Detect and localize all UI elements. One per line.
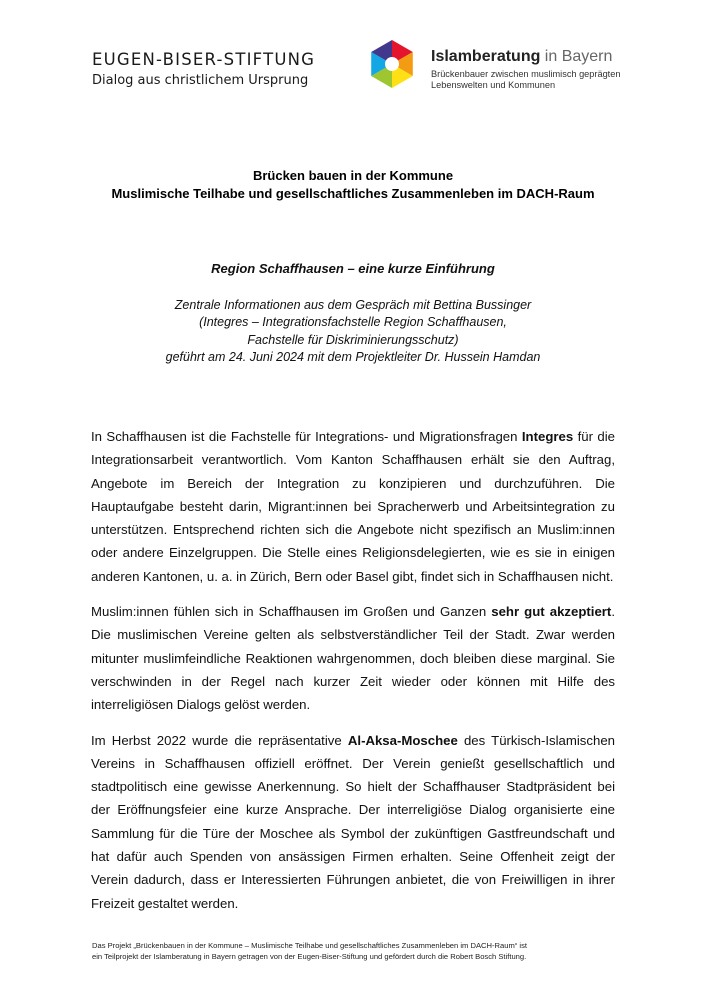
footer-note: [92, 940, 622, 962]
org-header: [92, 50, 315, 90]
body-text: [91, 425, 615, 927]
partner-sub-line2: Lebenswelten und Kommunen: [431, 80, 556, 90]
section-subtitle: Region Schaffhausen – eine kurze Einführung: [211, 261, 495, 276]
partner-name: [431, 48, 620, 66]
p1-text-a: In Schaffhausen ist die Fachstelle für Integrations- und Migrationsfragen: [91, 429, 522, 444]
document-title: [0, 167, 706, 203]
info-line4: geführt am 24. Juni 2024 mit dem Projektleiter Dr. Hussein Hamdan: [165, 349, 541, 364]
info-line2: (Integres – Integrationsfachstelle Region Schaffhausen,: [199, 315, 507, 330]
partner-text: [431, 48, 620, 91]
title-line2: Muslimische Teilhabe und gesellschaftliches Zusammenleben im DACH-Raum: [111, 186, 595, 201]
partner-logo: [369, 38, 619, 92]
p2-text-c: . Die muslimischen Vereine gelten als selbstverständlicher Teil der Stadt. Zwar werden mitunter muslimfeindliche Reaktionen wahrgenommen, doch bleiben diese marginal. Sie verschwinden in der Regel nach kurzer Zeit wieder oder können mit Hilfe des interreligiösen Dialogs gelöst werden.: [91, 604, 615, 713]
partner-name-bold: Islamberatung: [431, 48, 541, 65]
p3-text-a: Im Herbst 2022 wurde die repräsentative: [91, 732, 348, 748]
paragraph-1: [91, 425, 615, 588]
footer-line1: Das Projekt „Brückenbauen in der Kommune – Muslimische Teilhabe und gesellschaftliches Zusammenleben im DACH-Raum“ ist: [92, 941, 528, 950]
interview-info: [0, 297, 706, 366]
p2-emphasis: sehr gut akzeptiert: [491, 604, 612, 620]
org-name: EUGEN-BISER-STIFTUNG: [92, 50, 316, 69]
p1-text-c: für die Integrationsarbeit verantwortlich. Vom Kanton Schaffhausen erhält sie den Auftrag, Angebote im Bereich der Integration zu konzipieren und durchzuführen. Die Hauptaufgabe besteht darin, Migrant:innen bei Spracherwerb und Arbeitsintegration zu unterstützen. Entsprechend richten sich die Angebote nicht spezifisch an Muslim:innen oder andere Einzelgruppen. Die Stelle eines Religionsdelegierten, wie es sie in einigen anderen Kantonen, u. a. in Zürich, Bern oder Basel gibt, findet sich in Schaffhausen nicht.: [91, 429, 615, 584]
p3-emphasis: Al-Aksa-Moschee: [347, 732, 458, 748]
paragraph-3: [91, 729, 615, 915]
footer-line2: ein Teilprojekt der Islamberatung in Bayern getragen von der Eugen-Biser-Stiftung und gefördert durch die Robert Bosch Stiftung.: [92, 952, 527, 961]
org-tagline: Dialog aus christlichem Ursprung: [92, 73, 309, 88]
hexagon-logo-icon: [369, 38, 415, 90]
title-line1: Brücken bauen in der Kommune: [252, 168, 454, 183]
info-line1: Zentrale Informationen aus dem Gespräch mit Bettina Bussinger: [174, 298, 532, 312]
partner-sub-line1: Brückenbauer zwischen muslimisch geprägten: [431, 69, 621, 79]
info-line3: Fachstelle für Diskriminierungsschutz): [247, 332, 459, 347]
p3-text-c: des Türkisch-Islamischen Vereins in Schaffhausen offiziell eröffnet. Der Verein genießt gesellschaftlich und stadtpolitisch eine gewisse Anerkennung. So hielt der Schaffhauser Stadtpräsident bei der Eröffnungsfeier eine kurze Ansprache. Der interreligiöse Dialog organisierte eine Sammlung für die Türe der Moschee als Symbol der zukünftigen Gastfreundschaft und hat dafür auch Spenden von ansässigen Firmen erhalten. Seine Offenheit zeigt der Verein dadurch, dass er Interessierten Führungen anbietet, die von Freiwilligen in ihrer Freizeit gestaltet werden.: [91, 732, 615, 911]
p2-text-a: Muslim:innen fühlen sich in Schaffhausen im Großen und Ganzen: [91, 604, 492, 620]
partner-name-light: in Bayern: [540, 48, 613, 65]
p1-emphasis: Integres: [521, 429, 574, 444]
paragraph-2: [91, 600, 615, 716]
